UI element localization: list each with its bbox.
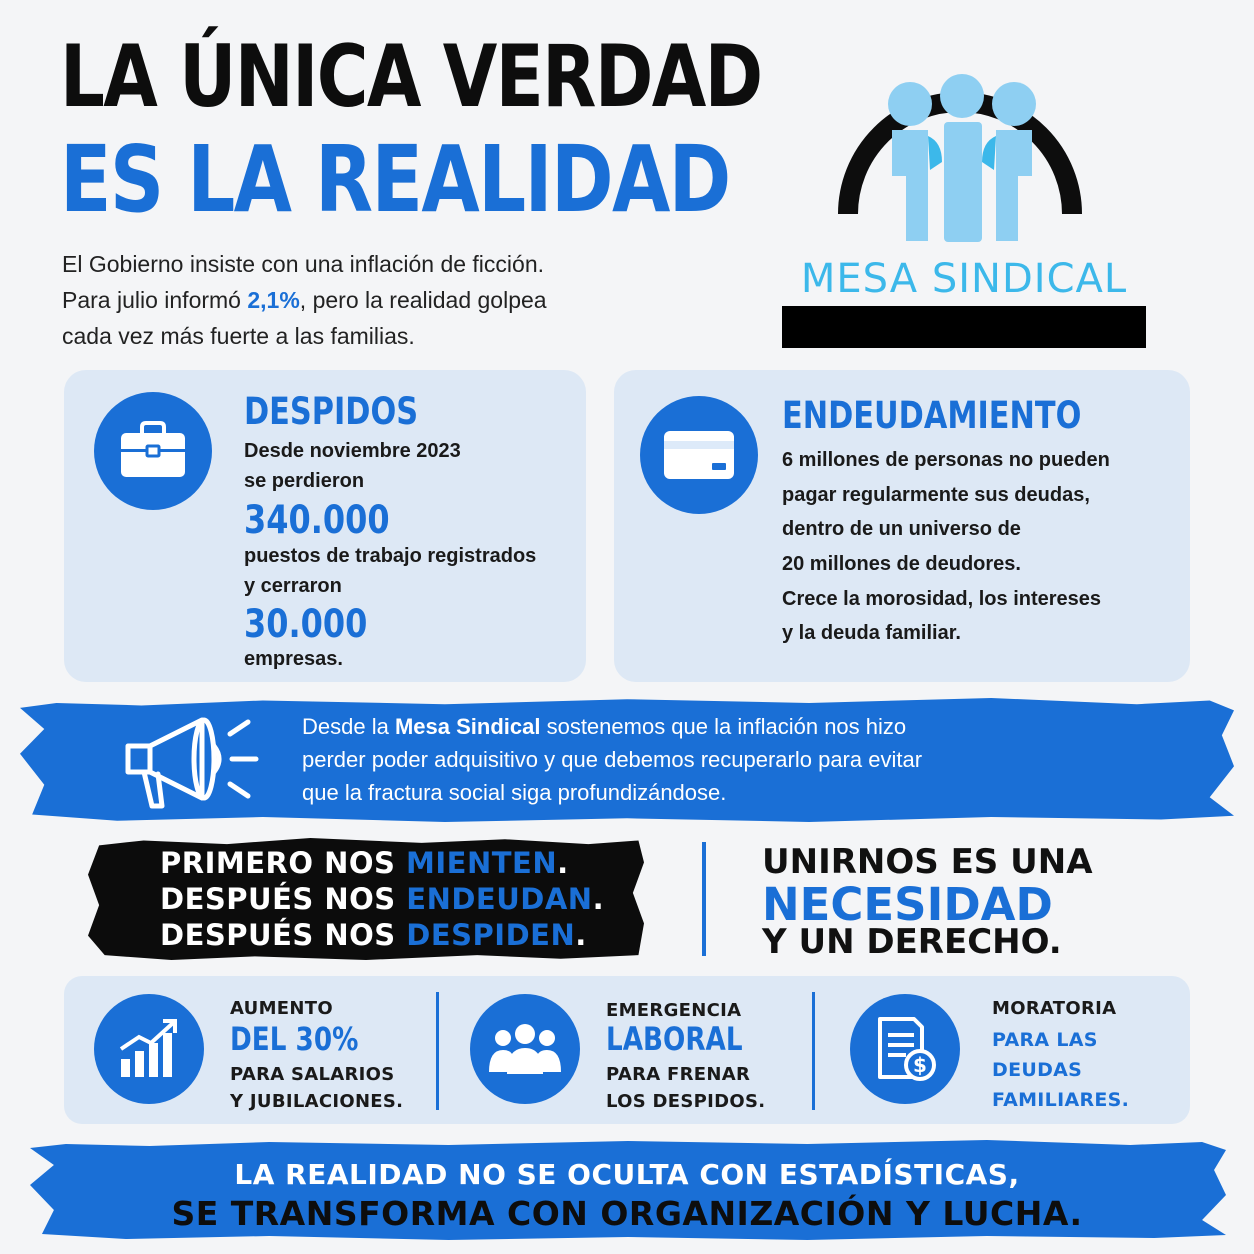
credit-card-icon (640, 396, 758, 514)
unity-line-1: UNIRNOS ES UNA (762, 842, 1093, 882)
demand-1-top: AUMENTO (230, 998, 333, 1019)
closing-line-2: SE TRANSFORMA CON ORGANIZACIÓN Y LUCHA. (171, 1194, 1083, 1233)
svg-text:$: $ (913, 1053, 927, 1077)
briefcase-icon (94, 392, 212, 510)
demand-2-top: EMERGENCIA (606, 1000, 742, 1021)
unity-line-2: NECESIDAD (762, 878, 1053, 931)
endeudamiento-title: ENDEUDAMIENTO (782, 394, 1082, 437)
sequence-line-2: DESPUÉS NOS ENDEUDAN. (160, 882, 605, 916)
demand-divider (812, 992, 815, 1110)
growth-chart-icon (94, 994, 204, 1104)
jobs-lost-number: 340.000 (244, 498, 390, 543)
demand-divider (436, 992, 439, 1110)
statement-text: Desde la Mesa Sindical sostenemos que la inflación nos hizo perder poder adquisitivo y que debemos recuperarlo para evitar que la fractura social siga profundizándose. (302, 714, 923, 805)
inflation-figure: 2,1% (247, 287, 300, 313)
demand-1-big: DEL 30% (230, 1020, 359, 1058)
infographic: LA ÚNICA VERDAD ES LA REALIDAD El Gobierno insiste con una inflación de ficción. Para julio informó 2,1%, pero la realidad golpea cada vez más fuerte a las familias. MESA SINDICAL DESPIDOS Desde noviembre 2023 se perdieron 340.000 puestos de trabajo registrados y cerraron 30.000 empresas. ENDEUDAMIENTO 6 millones de personas no pueden pagar regularmente sus deudas, dentro de un universo de 20 millones de deudores. Crece la morosidad, los intereses y la deuda familiar. Desde la Mesa Sindical sostenemos que la inflación nos hizo perder poder adquisitivo y que debemos recuperarlo para evitar que la fractura social siga profundizándose. PRIMERO NOS MIENTEN. DESPUÉS NOS ENDEUDAN. DESPUÉS NOS DESPIDEN. UNIRNOS ES UNA NECESIDAD Y UN DERECHO. AUMENTO DEL 30% PARA SALARIOS Y JUBILACIONES. EMERGENCIA LABORAL PARA FRENAR LOS DESPIDOS. $ MORATORIA PARA LAS DEUDAS FAMILIARES. LA REALIDAD NO SE OCULTA CON ESTADÍSTICAS, SE TRANSFORMA CON ORGANIZACIÓN Y LUCHA. (0, 0, 1254, 1254)
megaphone-icon (122, 708, 264, 812)
headline-line-1: LA ÚNICA VERDAD (60, 27, 762, 127)
mesa-sindical-logo-icon (830, 36, 1090, 252)
people-group-icon (470, 994, 580, 1104)
sequence-line-3: DESPUÉS NOS DESPIDEN. (160, 918, 587, 952)
logo-name: MESA SINDICAL (800, 256, 1128, 302)
logo-redacted-bar (782, 306, 1146, 348)
demand-2-big: LABORAL (606, 1020, 743, 1058)
closing-line-1: LA REALIDAD NO SE OCULTA CON ESTADÍSTICAS, (234, 1158, 1020, 1191)
despidos-title: DESPIDOS (244, 390, 419, 433)
companies-closed-number: 30.000 (244, 602, 368, 647)
intro-text: El Gobierno insiste con una inflación de ficción. Para julio informó 2,1%, pero la realidad golpea cada vez más fuerte a las familias. (62, 251, 547, 349)
sequence-line-1: PRIMERO NOS MIENTEN. (160, 846, 569, 880)
demand-3-top: MORATORIA (992, 998, 1117, 1019)
vertical-divider (702, 842, 706, 956)
invoice-dollar-icon (850, 994, 960, 1104)
headline-line-2: ES LA REALIDAD (60, 126, 730, 233)
unity-line-3: Y UN DERECHO. (762, 922, 1062, 962)
